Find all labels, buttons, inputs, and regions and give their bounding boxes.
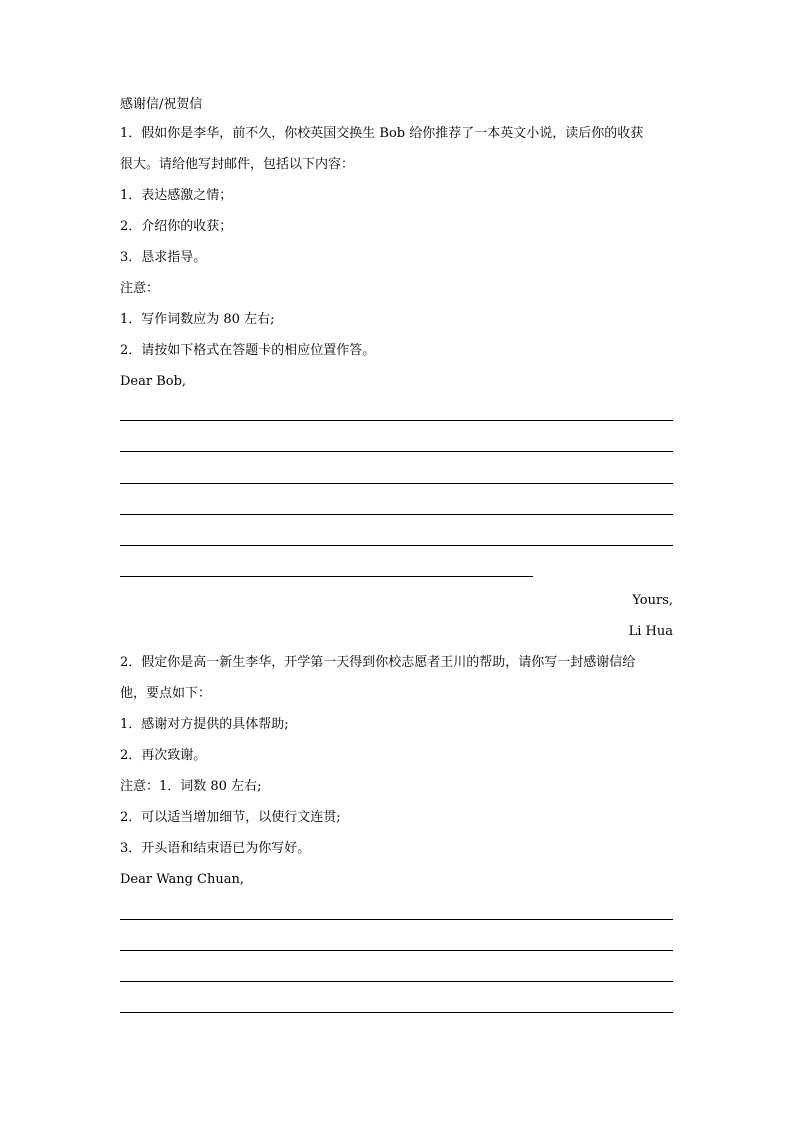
q1-point-2: 2．介绍你的收获； — [120, 219, 233, 234]
q2-stem-line-1: 2．假定你是高一新生李华，开学第一天得到你校志愿者王川的帮助，请你写一封感谢信给 — [120, 655, 636, 670]
q1-note-2: 2．请按如下格式在答题卡的相应位置作答。 — [120, 343, 376, 358]
section-heading: 感谢信/祝贺信 — [120, 97, 203, 112]
q1-note-1: 1．写作词数应为 80 左右; — [120, 312, 275, 327]
q1-stem-line-2: 很大。请给他写封邮件，包括以下内容： — [120, 157, 355, 172]
q1-answer-line — [120, 545, 673, 546]
q1-point-3: 3．恳求指导。 — [120, 250, 207, 265]
q1-answer-line — [120, 420, 673, 421]
q1-point-1: 1．表达感激之情； — [120, 188, 233, 203]
q2-point-2: 2．再次致谢。 — [120, 748, 207, 763]
q1-answer-line-short — [120, 576, 533, 577]
content-column — [120, 0, 673, 1123]
q1-salutation: Dear Bob, — [120, 374, 187, 389]
q1-signature: Li Hua — [628, 624, 673, 639]
q1-answer-line — [120, 483, 673, 484]
q2-note-2: 2．可以适当增加细节，以使行文连贯; — [120, 810, 341, 825]
q1-closing: Yours, — [632, 593, 673, 608]
q1-stem-line-1: 1．假如你是李华，前不久，你校英国交换生 Bob 给你推荐了一本英文小说，读后你的收获 — [120, 126, 644, 141]
q1-notes-label: 注意： — [120, 281, 160, 296]
q1-answer-line — [120, 514, 673, 515]
q2-note-3: 3．开头语和结束语已为你写好。 — [120, 841, 311, 856]
q2-answer-line — [120, 981, 673, 982]
q2-answer-line — [120, 1012, 673, 1013]
q2-point-1: 1．感谢对方提供的具体帮助; — [120, 717, 289, 732]
q2-salutation: Dear Wang Chuan, — [120, 872, 244, 887]
q2-stem-line-2: 他，要点如下： — [120, 686, 212, 701]
q2-note-1: 注意：1．词数 80 左右; — [120, 779, 262, 794]
q2-answer-line — [120, 950, 673, 951]
q2-answer-line — [120, 919, 673, 920]
q1-answer-line — [120, 451, 673, 452]
